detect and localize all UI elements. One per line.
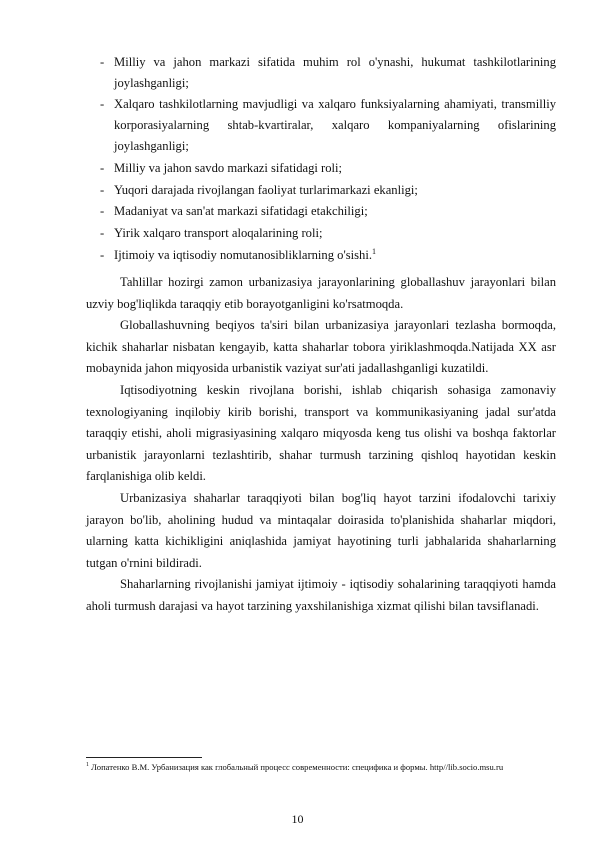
footnote-reference[interactable]: 1 — [372, 246, 376, 256]
bullet-dash: - — [100, 226, 105, 241]
list-item-text: Xalqaro tashkilotlarning mavjudligi va xalqaro funksiyalarning ahamiyati, transmilliy korporasiyalarning shtab-kvartiralar, xalqaro kompaniyalarning ofislarining joylashganligi; — [114, 97, 556, 153]
bullet-dash: - — [100, 182, 105, 197]
list-item-text: Yirik xalqaro transport aloqalarining roli; — [114, 226, 323, 241]
paragraph: Globallashuvning beqiyos ta'siri bilan urbanizasiya jarayonlari tezlasha bormoqda, kichik shaharlar nisbatan kengayib, katta shaharlar tobora yiriklashmoqda.Natijada XX asr mobaynida jahon miqyosida urbanistik vaziyat sur'ati jadallashganligi kuzatildi. — [86, 318, 556, 376]
bullet-dash: - — [100, 97, 105, 111]
bullet-dash: - — [100, 204, 105, 219]
list-item — [86, 180, 556, 202]
paragraph: Iqtisodiyotning keskin rivojlana borishi, ishlab chiqarish sohasiga zamonaviy texnologiyaning inqilobiy kirib borishi, transport va kommunikasiyaning jadal sur'atda taraqqiy etishi, aholi migrasiyasining xalqaro miqyosda keng tus olishi va boshqa faktorlar urbanistik jarayonlarni tezlashtirib, shahar turmush tarzining qishloq hayotidan keskin farqlanishiga olib keldi. — [86, 382, 556, 484]
footnote-number: 1 — [86, 762, 89, 768]
list-item — [86, 223, 556, 245]
list-item — [86, 158, 556, 180]
list-item — [86, 245, 556, 267]
footnote-text: Лопатенко В.М. Урбанизация как глобальный процесс современности: специфика и формы. http//lib.socio.msu.ru — [91, 761, 504, 772]
list-item-text — [114, 245, 556, 266]
list-item — [86, 52, 556, 94]
list-item-text-body: Ijtimoiy va iqtisodiy nomutanosibliklarning o'sishi. — [114, 247, 372, 262]
list-item — [86, 201, 556, 223]
list-item-text: Yuqori darajada rivojlangan faoliyat turlarimarkazi ekanligi; — [114, 182, 418, 197]
list-item-text: Madaniyat va san'at markazi sifatidagi etakchiligi; — [114, 204, 368, 219]
list-item-text: Milliy va jahon markazi sifatida muhim rol o'ynashi, hukumat tashkilotlarining joylashganligi; — [114, 55, 556, 90]
paragraph: Shaharlarning rivojlanishi jamiyat ijtimoiy - iqtisodiy sohalarining taraqqiyoti hamda aholi turmush darajasi va hayot tarzining yaxshilanishiga xizmat qilishi bilan tavsiflanadi. — [86, 577, 556, 613]
bullet-dash: - — [100, 247, 105, 262]
list-item-text: Milliy va jahon savdo markazi sifatidagi roli; — [114, 161, 343, 175]
paragraph: Tahlillar hozirgi zamon urbanizasiya jarayonlarining globallashuv jarayonlari bilan uzviy bog'liqlikda taraqqiy etib borayotganligini ko'rsatmoqda. — [86, 275, 556, 311]
footnote-divider — [86, 757, 202, 758]
paragraph: Urbanizasiya shaharlar taraqqiyoti bilan bog'liq hayot tarzini ifodalovchi tarixiy jarayon bo'lib, aholining hudud va mintaqalar doirasida to'planishida shaharlar miqdori, ularning katta kichikligini aniqlashida jamiyat hayotining turli jabhalarida shaharlarning tutgan o'rnini bildiradi. — [86, 490, 556, 570]
bullet-dash: - — [100, 55, 105, 69]
bullet-list — [86, 52, 556, 266]
list-item — [86, 94, 556, 158]
bullet-dash: - — [100, 161, 105, 175]
page-number: 10 — [291, 812, 304, 826]
body-text — [86, 272, 556, 618]
footnote — [86, 760, 556, 773]
